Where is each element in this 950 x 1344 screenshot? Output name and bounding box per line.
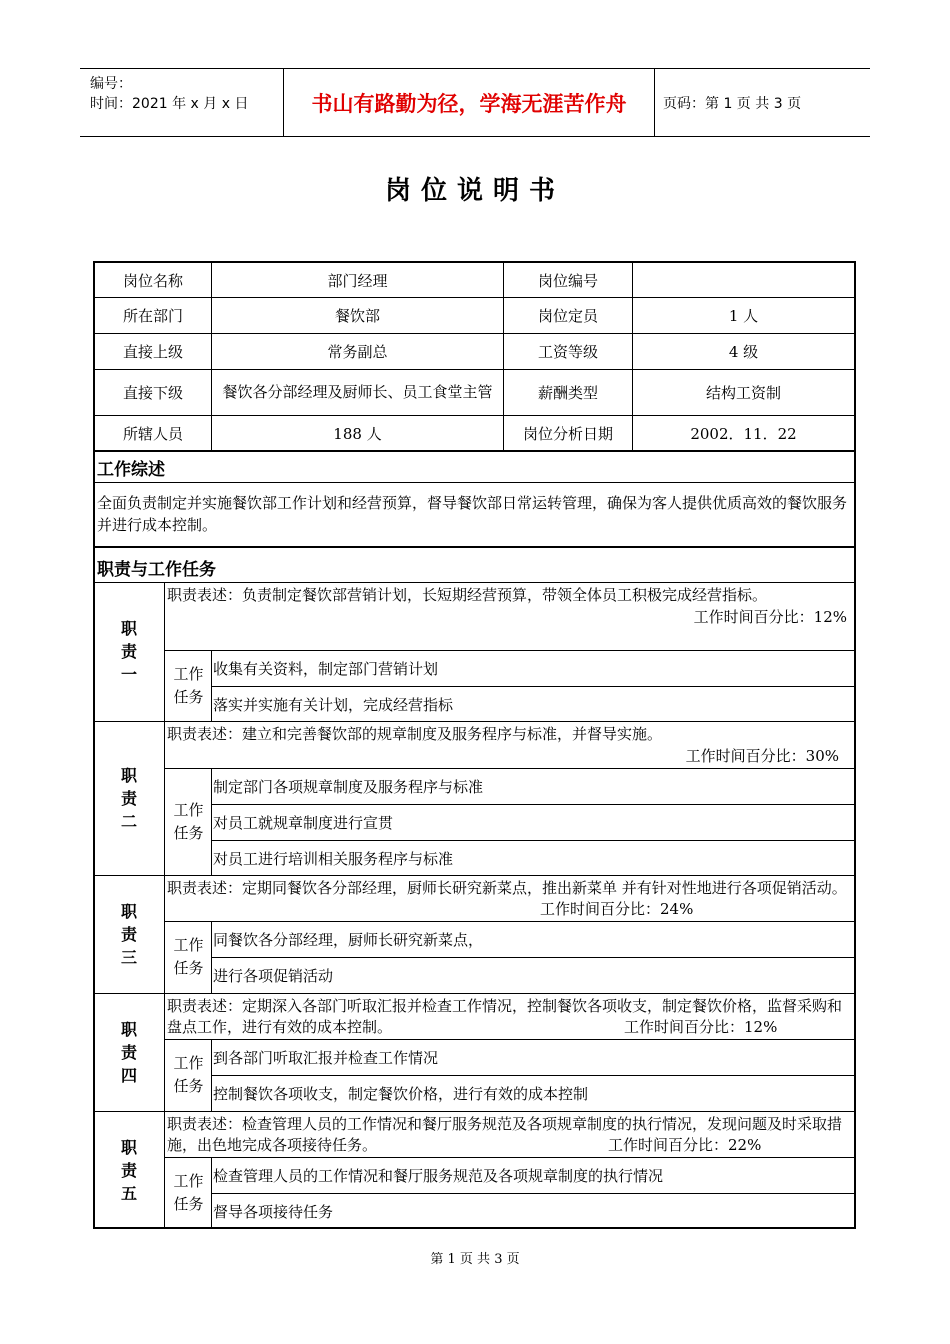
duty-5-task-2: 督导各项接待任务 (213, 1202, 334, 1221)
duty-2-pct: 工作时间百分比：30% (685, 747, 839, 765)
duty-1-desc: 职责表述：负责制定餐饮部营销计划，长短期经营预算，带领全体员工积极完成经营指标。 (167, 586, 768, 604)
value-salary-grade: 4 级 (728, 343, 759, 361)
duty-1-pct: 工作时间百分比：12% (693, 608, 847, 626)
duties-heading: 职责与工作任务 (97, 560, 216, 580)
page-footer: 第 1 页 共 3 页 (430, 1252, 520, 1267)
label-position-name: 岗位名称 (122, 271, 183, 290)
duty-2-task-3: 对员工进行培训相关服务程序与标准 (213, 849, 454, 868)
summary-text: 全面负责制定并实施餐饮部工作计划和经营预算，督导餐饮部日常运转管理，确保为客人提供优质高效的餐饮服务并进行成本控制。 (97, 494, 848, 534)
duty-4-desc: 职责表述：定期深入各部门听取汇报并检查工作情况，控制餐饮各项收支，制定餐饮价格，监督采购和盘点工作，进行有效的成本控制。 (167, 997, 843, 1036)
duty-1-task-2: 落实并实施有关计划，完成经营指标 (213, 695, 454, 714)
duty-3-task-1: 同餐饮各分部经理，厨师长研究新菜点， (213, 931, 484, 949)
duty-5-desc: 职责表述：检查管理人员的工作情况和餐厅服务规范及各项规章制度的执行情况，发现问题及时采取措施，出色地完成各项接待任务。 (167, 1115, 843, 1154)
label-subordinates: 直接下级 (122, 384, 183, 402)
label-headcount: 岗位定员 (537, 307, 598, 325)
label-analysis-date: 岗位分析日期 (522, 424, 613, 443)
summary-heading: 工作综述 (97, 460, 165, 480)
duty-3-task-label: 工作 任务 (173, 936, 204, 977)
duty-4-task-label: 工作 任务 (173, 1054, 204, 1095)
value-position-code (633, 263, 854, 297)
page-code: 页码：第 1 页 共 3 页 (663, 95, 802, 112)
header-motto: 书山有路勤为径，学海无涯苦作舟 (283, 69, 655, 136)
duty-3-desc: 职责表述：定期同餐饮各分部经理，厨师长研究新菜点，推出新菜单 并有针对性地进行各项促销活动。 (167, 879, 847, 897)
duty-5-pct: 工作时间百分比：22% (608, 1136, 762, 1154)
duty-5-label: 职 责 五 (120, 1137, 137, 1203)
duty-4-task-2: 控制餐饮各项收支，制定餐饮价格，进行有效的成本控制 (213, 1085, 589, 1103)
label-staff: 所辖人员 (122, 424, 183, 443)
duty-2-task-label: 工作 任务 (173, 800, 204, 842)
label-position-code: 岗位编号 (537, 271, 598, 290)
value-subordinates: 餐饮各分部经理及厨师长、员工食堂主管 (222, 383, 493, 401)
value-headcount: 1 人 (728, 307, 759, 325)
duty-2-label: 职 责 二 (120, 765, 137, 831)
number-label: 编号： (90, 76, 132, 92)
value-supervisor: 常务副总 (327, 343, 388, 361)
value-analysis-date: 2002．11．22 (690, 424, 797, 443)
duty-3-pct: 工作时间百分比：24% (540, 900, 694, 918)
value-department: 餐饮部 (334, 307, 380, 325)
value-pay-type: 结构工资制 (705, 384, 781, 402)
duty-3-task-2: 进行各项促销活动 (213, 967, 334, 985)
duty-4-pct: 工作时间百分比：12% (624, 1018, 778, 1036)
document-title: 岗位说明书 (384, 176, 565, 206)
header-meta (80, 69, 283, 136)
duty-5-task-label: 工作 任务 (173, 1172, 204, 1213)
time-label: 时间：2021 年 x 月 x 日 (90, 96, 249, 112)
value-staff: 188 人 (333, 424, 382, 443)
duty-2-desc: 职责表述：建立和完善餐饮部的规章制度及服务程序与标准，并督导实施。 (167, 725, 663, 743)
label-supervisor: 直接上级 (122, 343, 183, 361)
duty-5-task-1: 检查管理人员的工作情况和餐厅服务规范及各项规章制度的执行情况 (213, 1167, 664, 1185)
value-position-name: 部门经理 (327, 271, 388, 290)
duty-1-label: 职 责 一 (120, 619, 137, 684)
duty-1-task-label: 工作 任务 (173, 664, 204, 706)
label-salary-grade: 工资等级 (537, 343, 598, 361)
page-header (80, 68, 870, 137)
duty-4-label: 职 责 四 (120, 1019, 137, 1085)
duty-4-task-1: 到各部门听取汇报并检查工作情况 (213, 1049, 439, 1067)
duty-3-label: 职 责 三 (120, 901, 137, 967)
duty-2-task-1: 制定部门各项规章制度及服务程序与标准 (213, 778, 484, 796)
duty-1-task-1: 收集有关资料，制定部门营销计划 (213, 660, 439, 678)
label-department: 所在部门 (122, 307, 183, 325)
duty-2-task-2: 对员工就规章制度进行宣贯 (213, 814, 394, 832)
label-pay-type: 薪酬类型 (537, 384, 598, 402)
